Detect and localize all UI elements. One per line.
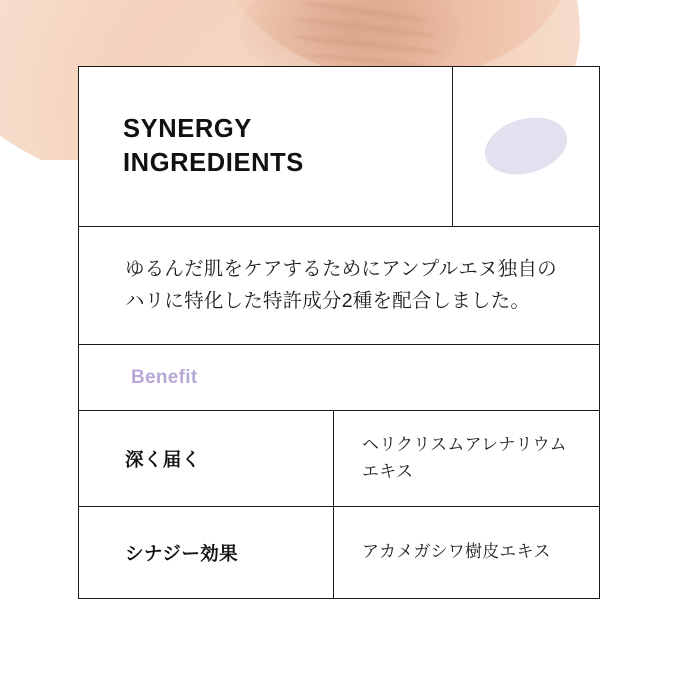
- description-row: [79, 227, 599, 345]
- table-row: [79, 507, 599, 599]
- description-line-1: ゆるんだ肌をケアするためにアンプルエヌ独自の: [125, 257, 557, 280]
- row-label-cell: [79, 507, 334, 598]
- row-value-cell: [334, 507, 599, 598]
- title-cell: [79, 67, 453, 226]
- title-line-2: INGREDIENTS: [123, 148, 304, 177]
- row-value-line: エキス: [362, 461, 414, 481]
- description-line-2: ハリに特化した特許成分2種を配合しました。: [125, 289, 531, 312]
- description-cell: [79, 227, 599, 344]
- ingredient-swatch: [478, 108, 574, 183]
- table-row: [79, 411, 599, 507]
- title-line-1: SYNERGY: [123, 114, 252, 143]
- swatch-cell: [453, 67, 599, 226]
- row-value-line: アカメガシワ樹皮エキス: [362, 542, 551, 562]
- benefit-cell: [79, 345, 599, 410]
- row-value-line: ヘリクリスムアレナリウム: [362, 435, 567, 455]
- table-header-row: [79, 67, 599, 227]
- row-label: シナジー効果: [125, 542, 239, 564]
- row-label-cell: [79, 411, 334, 506]
- ingredients-table: [78, 66, 600, 599]
- row-value-cell: [334, 411, 599, 506]
- page-title: [123, 113, 304, 180]
- benefit-heading: Benefit: [131, 366, 198, 388]
- row-label: 深く届く: [125, 448, 201, 470]
- benefit-row: [79, 345, 599, 411]
